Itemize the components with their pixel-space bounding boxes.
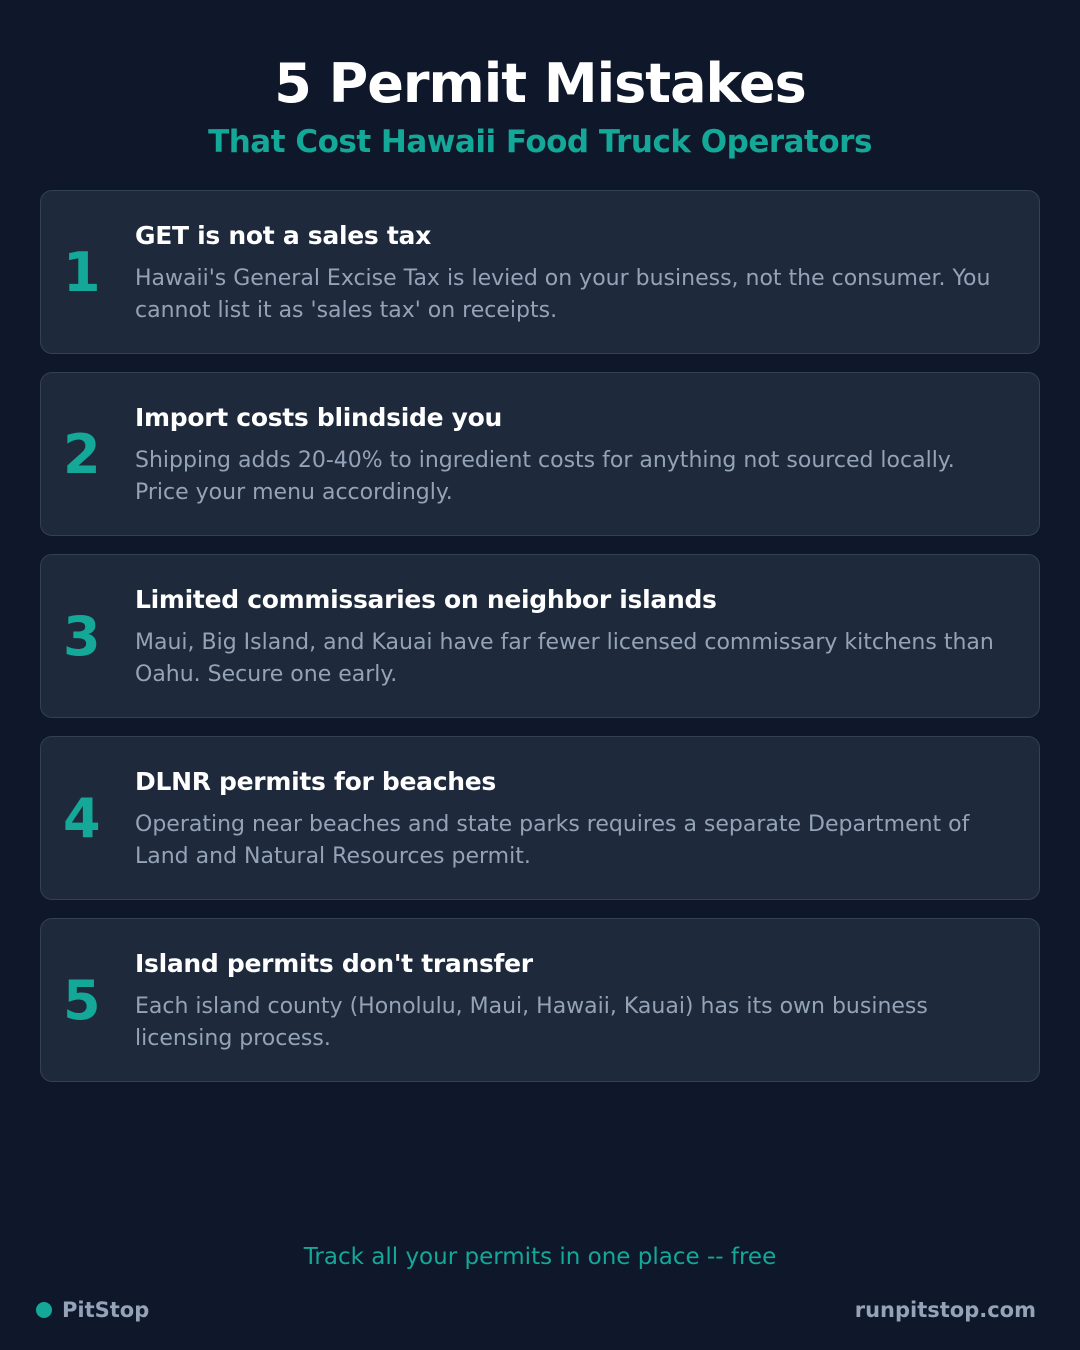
mistake-number: 3 (63, 605, 101, 668)
website-url: runpitstop.com (854, 1298, 1036, 1322)
mistake-title: Import costs blindside you (135, 403, 503, 432)
page-subtitle: That Cost Hawaii Food Truck Operators (208, 124, 872, 160)
mistake-title: DLNR permits for beaches (135, 767, 496, 796)
mistake-card (40, 736, 1040, 900)
mistake-card (40, 918, 1040, 1082)
mistake-card (40, 372, 1040, 536)
page-title: 5 Permit Mistakes (274, 52, 806, 115)
mistake-number: 4 (63, 787, 101, 850)
mistake-title: Limited commissaries on neighbor islands (135, 585, 717, 614)
header (0, 52, 1080, 162)
mistake-card (40, 554, 1040, 718)
mistake-description: Shipping adds 20-40% to ingredient costs for anything not sourced locally. Price your menu accordingly. (135, 448, 955, 505)
cta-text: Track all your permits in one place -- free (303, 1244, 777, 1270)
mistake-number: 1 (63, 241, 101, 304)
mistake-description: Each island county (Honolulu, Maui, Hawaii, Kauai) has its own business licensing process. (135, 994, 928, 1051)
brand-logo (36, 1296, 149, 1324)
mistake-number: 5 (63, 969, 101, 1032)
mistake-description: Operating near beaches and state parks requires a separate Department of Land and Natural Resources permit. (135, 812, 970, 869)
brand-name: PitStop (62, 1298, 150, 1322)
mistakes-list (40, 190, 1040, 1100)
mistake-title: Island permits don't transfer (135, 949, 533, 978)
brand-dot-icon (36, 1302, 52, 1318)
mistake-card (40, 190, 1040, 354)
mistake-description: Maui, Big Island, and Kauai have far fewer licensed commissary kitchens than Oahu. Secure one early. (135, 630, 994, 687)
mistake-title: GET is not a sales tax (135, 221, 431, 250)
mistake-number: 2 (63, 423, 101, 486)
mistake-description: Hawaii's General Excise Tax is levied on your business, not the consumer. You cannot list it as 'sales tax' on receipts. (135, 266, 991, 323)
